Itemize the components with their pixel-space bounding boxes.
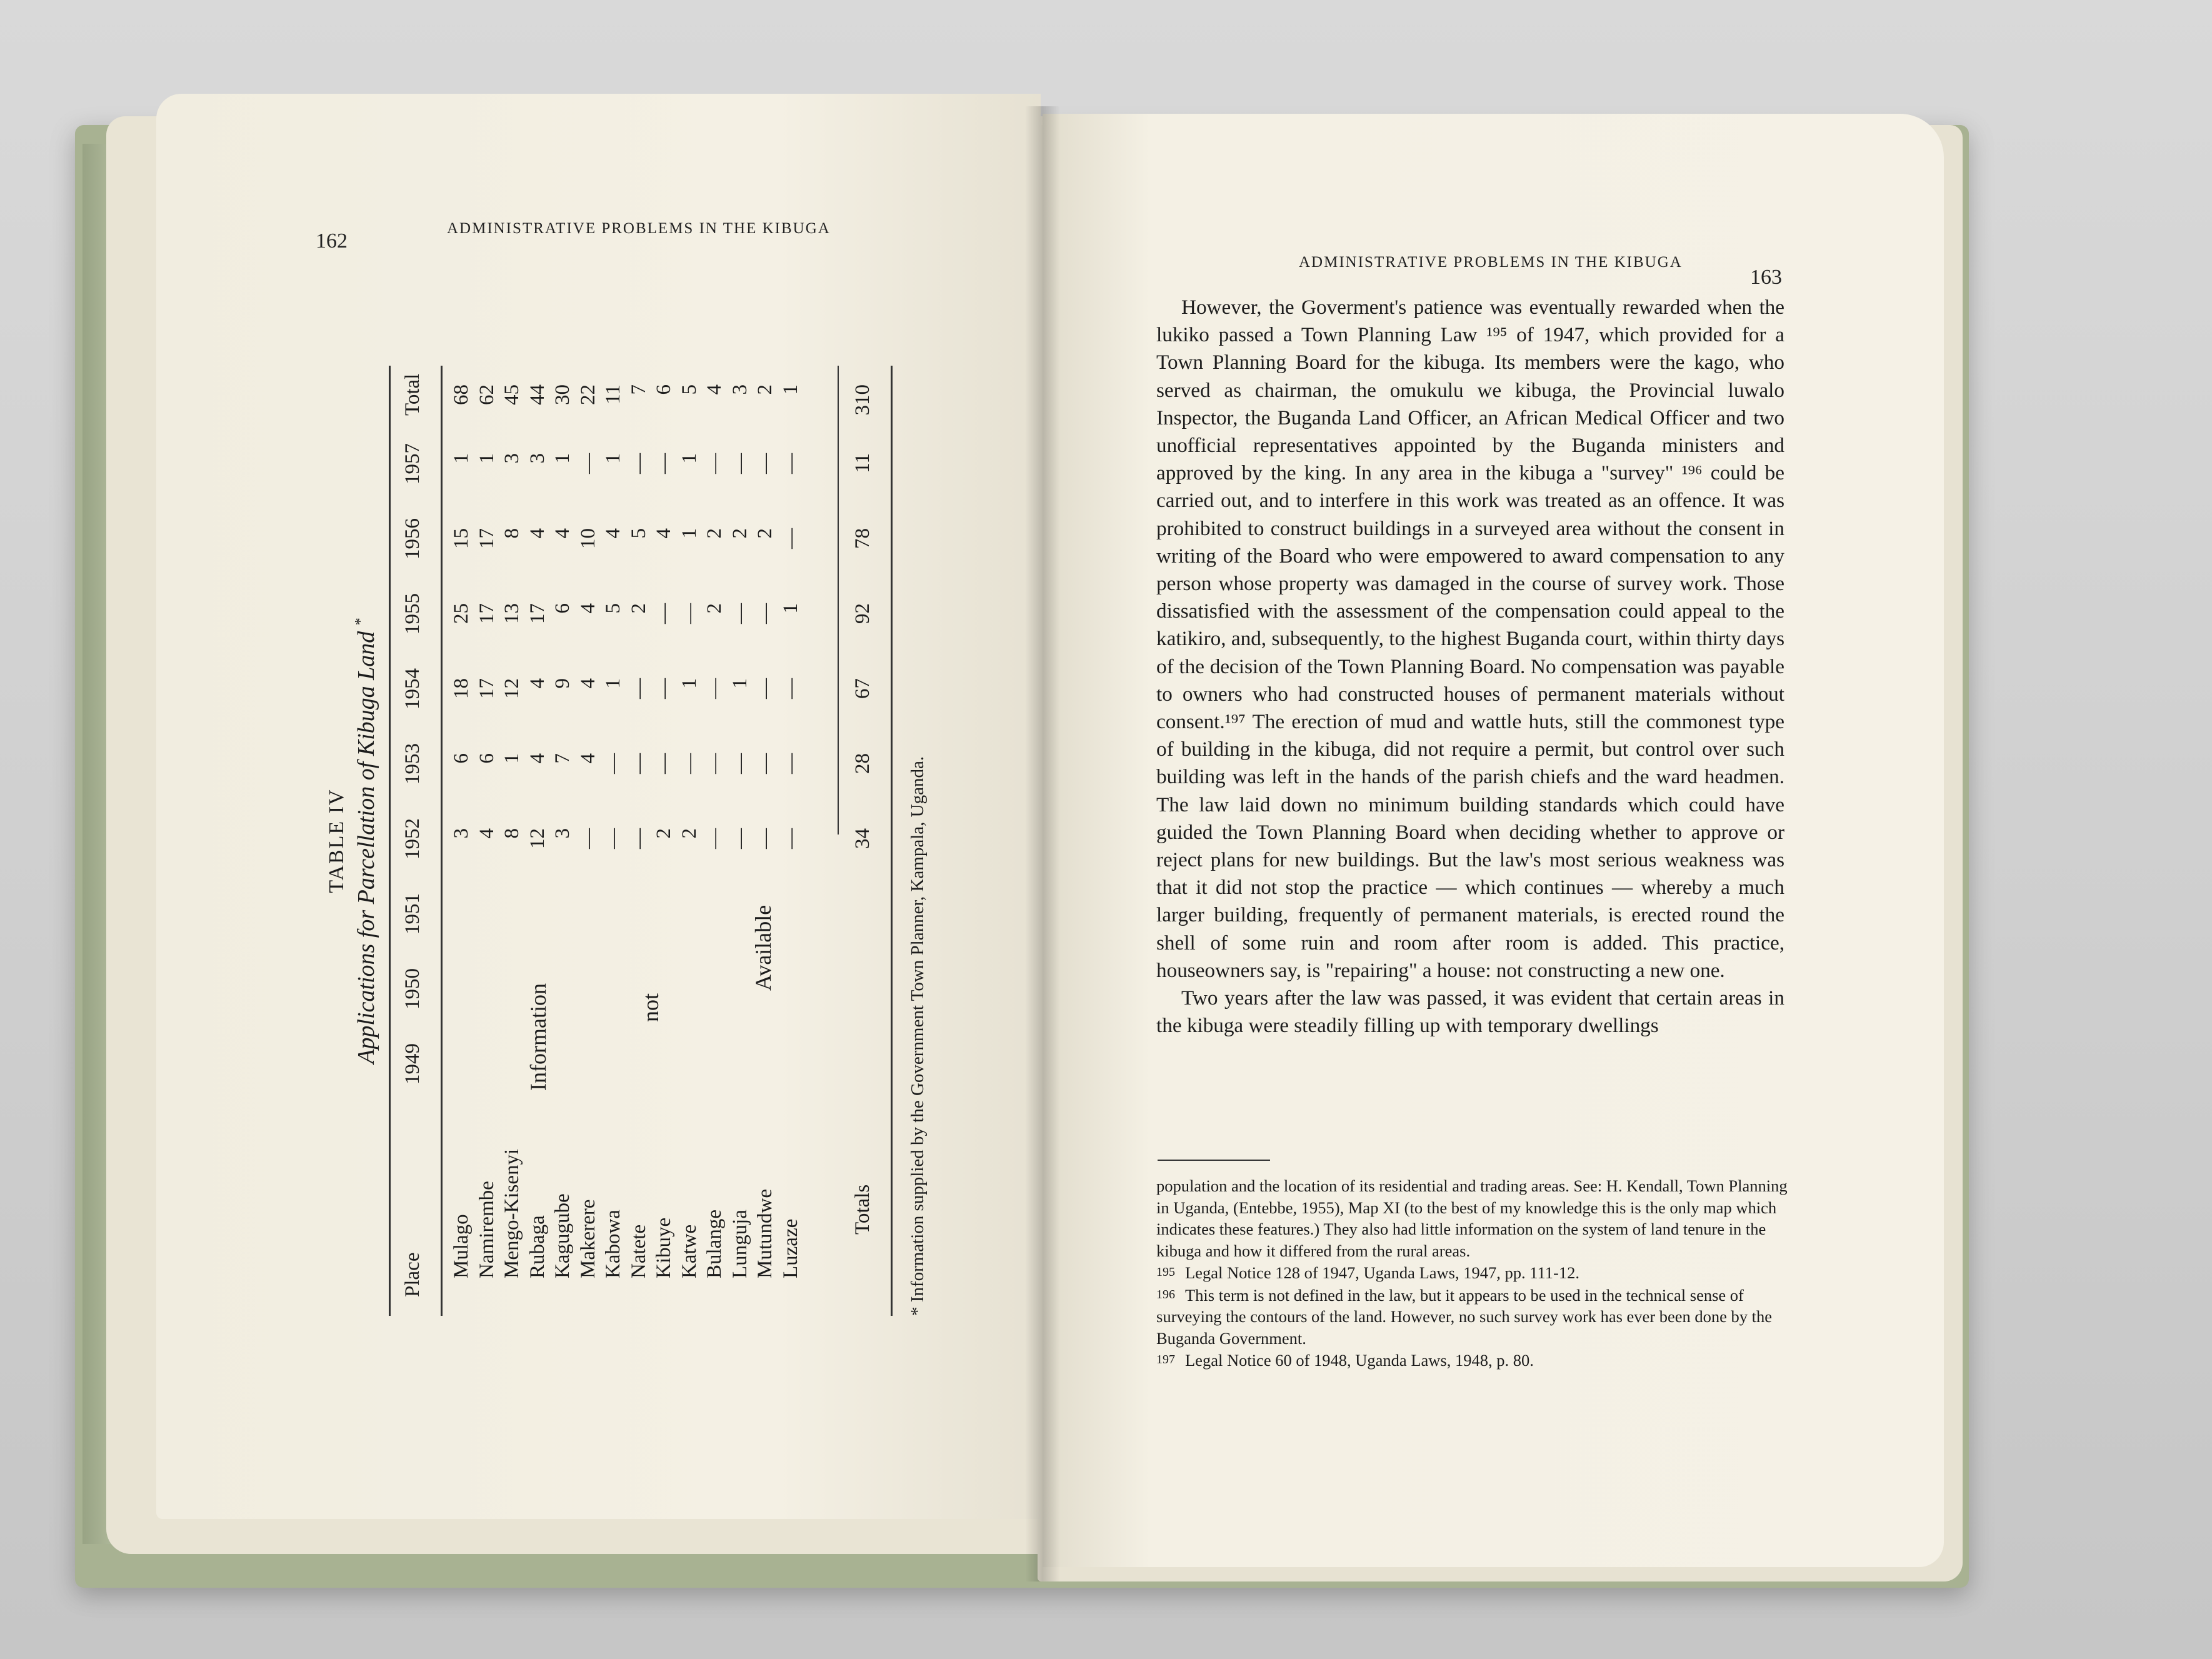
- table-cell: —: [653, 753, 675, 774]
- table-cell: 15: [450, 528, 473, 549]
- table-cell: 4: [576, 678, 599, 689]
- table-cell: 8: [501, 828, 523, 839]
- footnote-number: 197: [1156, 1353, 1175, 1366]
- total-cell: 92: [851, 603, 874, 624]
- table-cell: 1: [602, 453, 624, 464]
- table-cell: —: [627, 753, 650, 774]
- paragraph-1: However, the Goverment's patience was eventually rewarded when the lukiko passed a Town Planning Law ¹⁹⁵ of 1947, which provided for a Town Planning Board for the kibuga. Its members were the kago, who served as chairman, the omukulu we kibuga, the Provincial luwalo Inspector, the Buganda Land Officer, an African Medical Officer and two unofficial representatives appointed by the Buganda ministers and approved by the king. In any area in the kibuga a "survey" ¹⁹⁶ could be carried out, and to interfere in this work was treated as an offence. It was prohibited to construct buildings in a surveyed area without the consent in writing of the Board who were empowered to award compensation to any person whose property was damaged in the course of survey work. Those dissatisfied with the assessment of the compensation could appeal to the katikiro, and, subsequently, to the highest Buganda court, within thirty days of the decision of the Town Planning Board. No compensation was payable to owners who had constructed houses of permanent materials without consent.¹⁹⁷ The erection of mud and wattle huts, still the commonest type of building in the kibuga, did not require a permit, but control over such building was left in the hands of the parish chiefs and the ward headmen. The law laid down no minimum building standards which could have guided the Town Planning Board when deciding whether to approve or reject plans for new buildings. But the law's most serious weakness was that it did not stop the practice — which continues — whereby a much larger building, frequently of permanent materials, is erected round the shell of some ruin and room after room is added. This practice, houseowners say, is "repairing" a house: not constructing a new one.: [1156, 296, 1784, 982]
- table-cell: —: [754, 453, 776, 474]
- table-caption: [353, 366, 380, 1316]
- table-cell: 2: [754, 528, 776, 539]
- table-cell: —: [779, 453, 802, 474]
- right-running-head: ADMINISTRATIVE PROBLEMS IN THE KIBUGA: [1299, 254, 1683, 271]
- place-name: Kibuye: [653, 1217, 675, 1278]
- table-cell: 5: [678, 384, 701, 395]
- table-cell: 10: [576, 528, 599, 549]
- footnote-196: [1156, 1284, 1794, 1350]
- table-cell: —: [779, 528, 802, 549]
- table-cell: 2: [703, 603, 726, 614]
- table-cell: 1: [678, 453, 701, 464]
- table-cell: 17: [526, 603, 549, 624]
- table-cell: 3: [501, 453, 523, 464]
- table-cell: —: [703, 678, 726, 699]
- table-column-header: 1955: [401, 593, 424, 634]
- table-column-header: 1957: [401, 443, 424, 484]
- table-cell: 7: [551, 753, 574, 764]
- table-cell: 5: [627, 528, 650, 539]
- table-cell: —: [754, 678, 776, 699]
- table-cell: 1: [779, 603, 802, 614]
- table-cell: —: [779, 678, 802, 699]
- table-cell: 4: [475, 828, 498, 839]
- table-cell: 3: [526, 453, 549, 464]
- table-cell: 1: [551, 453, 574, 464]
- table-cell: 4: [653, 528, 675, 539]
- table-cell: 25: [450, 603, 473, 624]
- table-cell: 12: [526, 828, 549, 849]
- footnote-text: Legal Notice 128 of 1947, Uganda Laws, 1947, pp. 111-12.: [1185, 1263, 1579, 1282]
- table-column-header: 1953: [401, 743, 424, 784]
- place-name: Makerere: [576, 1199, 599, 1278]
- footnote-text: This term is not defined in the law, but it appears to be used in the technical sense of surveying the contours of the land. However, no such survey work has ever been done by the Buganda Government.: [1156, 1285, 1773, 1348]
- place-name: Lunguja: [728, 1210, 751, 1278]
- table-cell: 1: [678, 528, 701, 539]
- total-cell: 34: [851, 828, 874, 849]
- table-cell: —: [576, 453, 599, 474]
- table-top-rule: [389, 366, 391, 1316]
- table-row: [501, 366, 526, 1316]
- table-row: [754, 366, 779, 1316]
- place-name: Mengo-Kisenyi: [501, 1148, 523, 1278]
- table-cell: 8: [501, 528, 523, 539]
- table-cell: —: [678, 753, 701, 774]
- footnote-number: 196: [1156, 1287, 1175, 1301]
- table-cell: —: [576, 828, 599, 849]
- table-cell: 4: [526, 528, 549, 539]
- place-name: Kagugube: [551, 1193, 574, 1278]
- unavailable-note: Information: [526, 983, 551, 1091]
- table-cell: 44: [526, 384, 549, 405]
- table-bottom-rule: [891, 366, 893, 1316]
- totals-rule: [838, 366, 839, 835]
- footnotes: [1156, 1175, 1794, 1371]
- table-cell: —: [754, 828, 776, 849]
- table-cell: —: [627, 828, 650, 849]
- place-name: Natete: [627, 1224, 650, 1278]
- table-cell: 7: [627, 384, 650, 395]
- place-name: Namirembe: [475, 1181, 498, 1278]
- table-cell: 17: [475, 678, 498, 699]
- table-cell: 4: [703, 384, 726, 395]
- table-cell: 3: [551, 828, 574, 839]
- table-cell: —: [754, 603, 776, 624]
- table-header-rule: [441, 366, 443, 1316]
- table-cell: 2: [678, 828, 701, 839]
- total-cell: 28: [851, 753, 874, 774]
- table-row: [577, 366, 603, 1316]
- parcellation-table: [325, 366, 950, 1316]
- table-cell: 4: [526, 678, 549, 689]
- place-name: Bulange: [703, 1210, 726, 1278]
- table-cell: —: [728, 828, 751, 849]
- table-cell: —: [627, 453, 650, 474]
- table-cell: 4: [576, 753, 599, 764]
- table-cell: —: [703, 453, 726, 474]
- book-gutter: [1025, 106, 1060, 1581]
- table-row: [602, 366, 628, 1316]
- table-cell: 1: [475, 453, 498, 464]
- table-cell: 6: [551, 603, 574, 614]
- total-cell: 67: [851, 678, 874, 699]
- table-cell: 5: [602, 603, 624, 614]
- table-cell: 1: [728, 678, 751, 689]
- total-cell: 310: [851, 384, 874, 416]
- table-column-header: 1951: [401, 893, 424, 935]
- table-cell: 1: [602, 678, 624, 689]
- table-row: [653, 366, 678, 1316]
- table-cell: 4: [526, 753, 549, 764]
- table-cell: 22: [576, 384, 599, 405]
- table-cell: 45: [501, 384, 523, 405]
- body-text: [1156, 294, 1784, 1040]
- table-cell: —: [627, 678, 650, 699]
- table-cell: —: [703, 753, 726, 774]
- table-cell: 3: [728, 384, 751, 395]
- table-column-header: 1954: [401, 668, 424, 709]
- place-name: Rubaga: [526, 1215, 549, 1278]
- table-cell: —: [678, 603, 701, 624]
- table-cell: —: [653, 678, 675, 699]
- table-cell: —: [602, 753, 624, 774]
- paragraph-2: Two years after the law was passed, it was evident that certain areas in the kibuga were steadily filling up with temporary dwellings: [1156, 986, 1784, 1038]
- table-cell: 2: [627, 603, 650, 614]
- table-cell: —: [653, 453, 675, 474]
- table-cell: 12: [501, 678, 523, 699]
- footnote-rule: [1158, 1160, 1270, 1161]
- place-name: Mutundwe: [754, 1189, 776, 1278]
- table-column-header: Total: [401, 373, 424, 416]
- table-cell: 2: [653, 828, 675, 839]
- table-cell: 17: [475, 603, 498, 624]
- table-cell: 6: [450, 753, 473, 764]
- table-row: [450, 366, 476, 1316]
- table-cell: —: [728, 753, 751, 774]
- table-row: [678, 366, 704, 1316]
- table-cell: 3: [450, 828, 473, 839]
- table-column-header: 1949: [401, 1043, 424, 1085]
- table-column-header: 1952: [401, 818, 424, 860]
- left-running-head: ADMINISTRATIVE PROBLEMS IN THE KIBUGA: [447, 220, 831, 237]
- table-row: [703, 366, 729, 1316]
- place-name: Luzaze: [779, 1218, 802, 1278]
- unavailable-note: Available: [751, 905, 776, 991]
- table-cell: 4: [551, 528, 574, 539]
- place-name: Katwe: [678, 1224, 701, 1278]
- table-cell: 6: [653, 384, 675, 395]
- table-cell: 1: [678, 678, 701, 689]
- table-cell: 30: [551, 384, 574, 405]
- table-cell: —: [779, 828, 802, 849]
- table-cell: —: [754, 753, 776, 774]
- table-row: [476, 366, 501, 1316]
- table-cell: 18: [450, 678, 473, 699]
- table-footnote: * Information supplied by the Government Town Planner, Kampala, Uganda.: [908, 756, 928, 1316]
- table-row: [551, 366, 577, 1316]
- table-column-header: 1956: [401, 518, 424, 559]
- table-row: [779, 366, 805, 1316]
- table-header: [401, 366, 433, 1316]
- table-cell: 1: [450, 453, 473, 464]
- table-cell: 6: [475, 753, 498, 764]
- footnote-number: 195: [1156, 1265, 1175, 1279]
- table-cell: 4: [576, 603, 599, 614]
- table-cell: 2: [728, 528, 751, 539]
- table-label: TABLE IV: [325, 788, 348, 893]
- footnote-continuation: population and the location of its residential and trading areas. See: H. Kendall, Town Planning in Uganda, (Entebbe, 1955), Map XI (to the best of my knowledge this is the only map which indicates these features.) They also had little information on the system of land tenure in the kibuga and how it differed from the rural areas.: [1156, 1176, 1788, 1260]
- table-column-header: Place: [401, 1252, 424, 1297]
- table-column-header: 1950: [401, 968, 424, 1010]
- right-page-number: 163: [1750, 266, 1782, 289]
- table-cell: —: [728, 603, 751, 624]
- table-cell: 9: [551, 678, 574, 689]
- table-cell: 11: [602, 384, 624, 404]
- table-cell: 13: [501, 603, 523, 624]
- unavailable-note: not: [638, 993, 663, 1022]
- table-caption-text: Applications for Parcellation of Kibuga Land: [353, 631, 379, 1064]
- table-row: [526, 366, 552, 1316]
- table-body: [450, 366, 825, 1316]
- footnote-197: [1156, 1349, 1794, 1371]
- table-cell: —: [703, 828, 726, 849]
- table-row: [628, 366, 653, 1316]
- table-cell: 2: [754, 384, 776, 395]
- left-page-number: 162: [316, 229, 348, 253]
- total-cell: 11: [851, 453, 874, 473]
- table-cell: 1: [779, 384, 802, 395]
- table-row: [729, 366, 754, 1316]
- totals-label: Totals: [851, 1184, 874, 1235]
- table-cell: —: [653, 603, 675, 624]
- total-cell: 78: [851, 528, 874, 549]
- footnote-195: [1156, 1261, 1794, 1284]
- table-totals-row: [851, 366, 883, 1316]
- place-name: Mulago: [450, 1214, 473, 1278]
- table-cell: —: [602, 828, 624, 849]
- footnote-text: Legal Notice 60 of 1948, Uganda Laws, 1948, p. 80.: [1185, 1351, 1534, 1370]
- table-cell: 17: [475, 528, 498, 549]
- table-cell: 1: [501, 753, 523, 764]
- table-cell: 62: [475, 384, 498, 405]
- table-caption-mark: *: [353, 618, 369, 626]
- table-cell: 4: [602, 528, 624, 539]
- place-name: Kabowa: [602, 1210, 624, 1278]
- table-cell: —: [728, 453, 751, 474]
- table-cell: —: [779, 753, 802, 774]
- table-cell: 2: [703, 528, 726, 539]
- table-cell: 68: [450, 384, 473, 405]
